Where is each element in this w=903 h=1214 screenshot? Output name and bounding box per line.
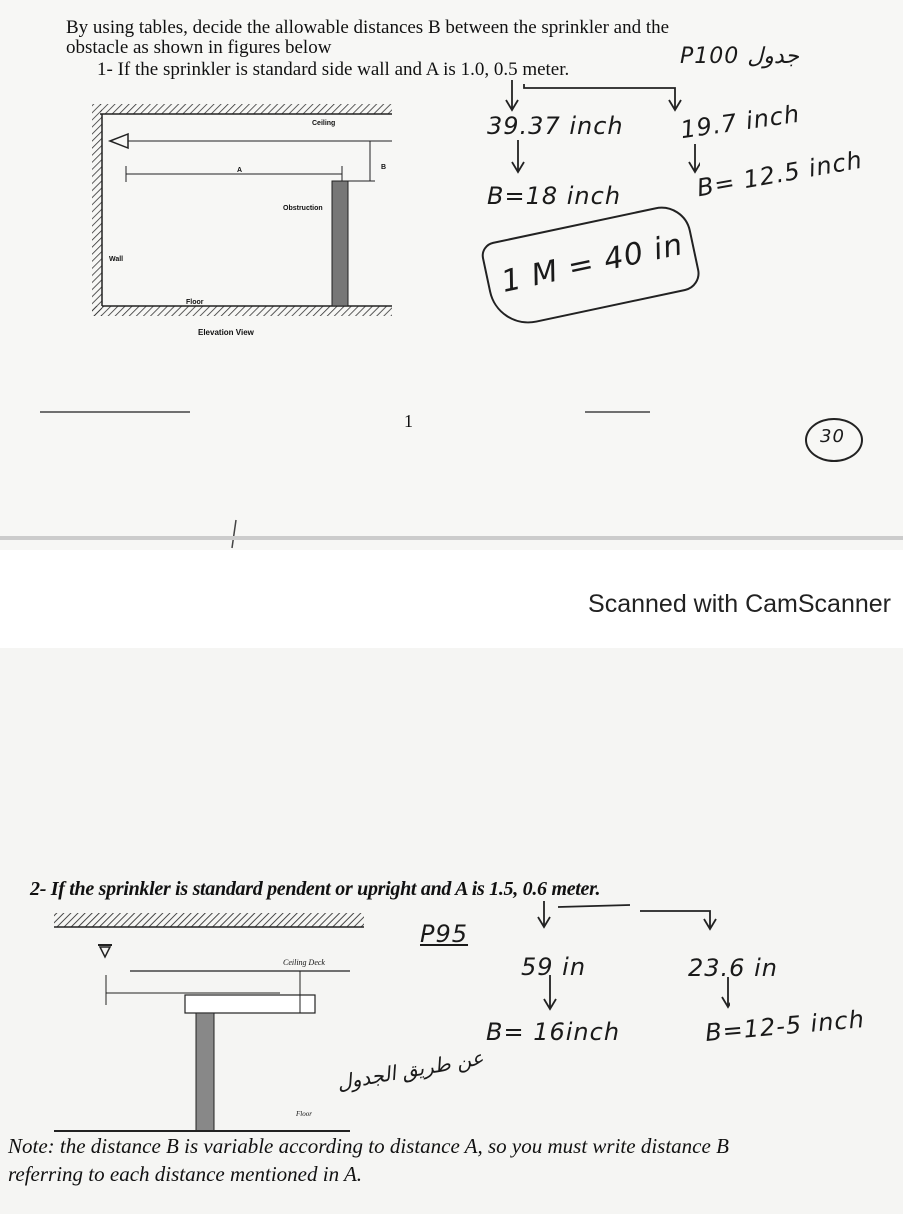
figure2-ceiling-label: Ceiling Deck <box>283 958 325 967</box>
hand-b-16: B= 16inch <box>486 1018 621 1046</box>
scan-specks <box>0 380 903 550</box>
note-line-2: referring to each distance mentioned in A. <box>8 1162 363 1186</box>
question-1: 1- If the sprinkler is standard side wall and A is 1.0, 0.5 meter. <box>97 59 570 80</box>
figure1-ceiling-label: Ceiling <box>312 120 336 127</box>
figure1-obstruction-label: Obstruction <box>283 205 323 212</box>
note-line-1: Note: the distance B is variable according to distance A, so you must write distance B <box>8 1134 729 1158</box>
intro-line-2: obstacle as shown in figures below <box>66 37 332 58</box>
figure-1-elevation <box>80 96 400 336</box>
hand-arabic-note: عن طريق الجدول <box>335 1045 486 1095</box>
pendent-sprinkler-icon <box>100 947 110 957</box>
wall-hatch <box>92 104 102 316</box>
ceiling-deck-hatch <box>54 913 364 927</box>
page-number: 1 <box>404 411 413 431</box>
obstruction-column <box>196 1013 214 1131</box>
figure1-caption: Elevation View <box>198 328 254 337</box>
hand-b-18: B=18 inch <box>487 182 622 210</box>
figure1-floor-label: Floor <box>186 299 204 306</box>
figure1-wall-label: Wall <box>109 256 124 263</box>
hand-val-39: 39.37 inch <box>487 112 624 140</box>
hand-b-12-5-p2: B=12-5 inch <box>704 1005 866 1047</box>
figure-2-elevation <box>50 905 370 1140</box>
obstruction-column <box>332 181 348 306</box>
note-paragraph <box>8 1132 888 1188</box>
intro-line-1: By using tables, decide the allowable distances B between the sprinkler and the <box>66 17 670 38</box>
hand-val-19: 19.7 inch <box>678 99 802 145</box>
hand-page-ref-1: P100 جدول <box>680 44 800 69</box>
hand-val-23-6: 23.6 in <box>688 954 778 982</box>
hand-val-59: 59 in <box>521 953 587 981</box>
figure1-a-label: A <box>237 167 243 174</box>
hand-page-ref-2: P95 <box>420 920 469 948</box>
question-2: 2- If the sprinkler is standard pendent or upright and A is 1.5, 0.6 meter. <box>30 878 601 900</box>
ceiling-hatch <box>100 104 392 114</box>
hand-conversion: 1 M = 40 in <box>498 227 687 300</box>
camscanner-label: Scanned with CamScanner <box>588 590 891 618</box>
hand-score: 30 <box>820 426 845 447</box>
figure1-b-label: B <box>381 164 387 171</box>
obstruction-beam <box>185 995 315 1013</box>
figure2-floor-label: Floor <box>296 1110 312 1118</box>
floor-hatch <box>92 306 392 316</box>
sidewall-sprinkler-icon <box>110 134 128 148</box>
hand-b-12-5: B= 12.5 inch <box>694 145 865 203</box>
